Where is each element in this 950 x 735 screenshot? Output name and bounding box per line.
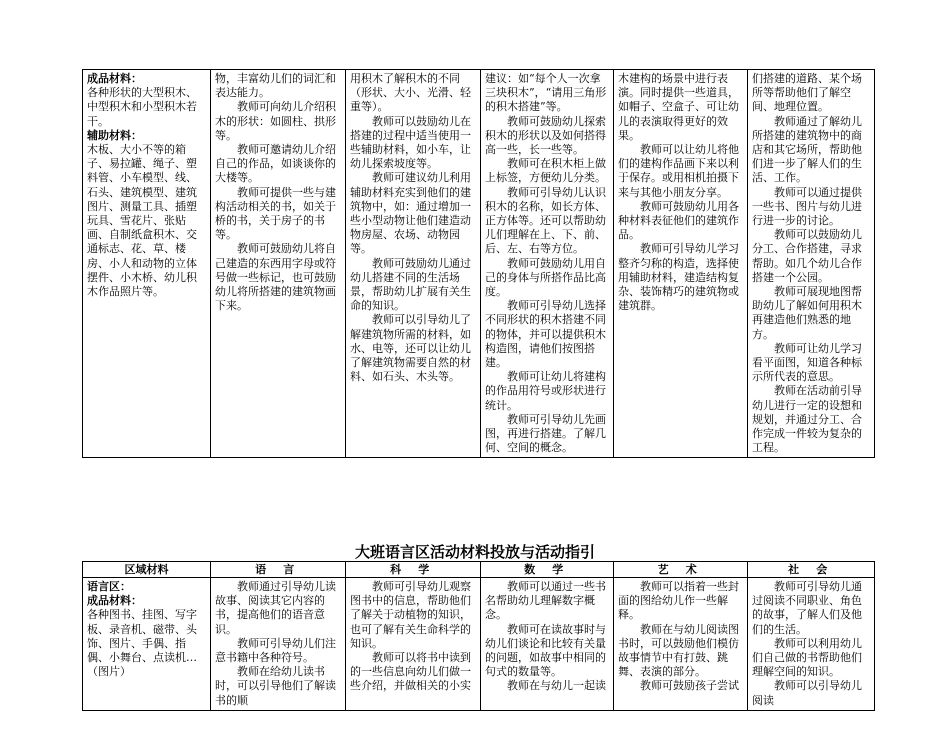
- paragraph: 教师可鼓励幼儿探索积木的形状以及如何搭得高一些，长一些等。: [485, 114, 606, 157]
- language-cell: [211, 70, 346, 458]
- paragraph: 教师可鼓励孩子尝试: [640, 679, 739, 693]
- paragraph: 教师可鼓励幼儿通过幼儿搭建不同的生活场景，帮助幼儿扩展有关生命的知识。: [350, 256, 471, 313]
- paragraph: 教师在与幼儿一起读: [507, 679, 606, 693]
- paragraph: 教师可在读故事时与幼儿们谈论和比较有关量的问题，如故事中相同的句式的数量等。: [485, 622, 606, 679]
- paragraph: 教师可以引导幼儿阅读: [752, 679, 862, 707]
- finished-materials-label: 成品材料：: [87, 72, 142, 85]
- paragraph: 教师在给幼儿读书时，可以引导他们了解读书的顺: [215, 665, 336, 707]
- auxiliary-materials-text: 木板、大小不等的箱子、易拉罐、绳子、塑料管、小车模型、线、石头、建筑模型、建筑图片、测量工具、插塑玩具、雪花片、张贴画、自制纸盒积木、交通标志、花、草、楼房、小人和动物的立体摆件、小木桥、幼儿积木作品照片等。: [87, 143, 197, 299]
- header-science: 科 学: [346, 562, 481, 578]
- paragraph: 教师可引导幼儿们注意书籍中各种符号。: [215, 636, 336, 665]
- paragraph: 教师可以将书中读到的一些信息向幼儿们做一些介绍，并做相关的小实: [350, 651, 471, 693]
- paragraph: 教师可邀请幼儿介绍自己的作品，如谈谈你的大楼等。: [215, 143, 336, 185]
- paragraph: 教师可提供一些与建构活动相关的书，如关于桥的书，关于房子的书等。: [215, 185, 336, 242]
- math-cell: [481, 578, 614, 711]
- paragraph: 物，丰富幼儿们的词汇和表达能力。: [215, 72, 336, 100]
- finished-materials-text: 各种形状的大型积木、中型积木和小型积木若干。: [87, 86, 197, 128]
- paragraph: 教师可引导幼儿选择不同形状的积木搭建不同的物体，并可以提供积木构造图，请他们按图搭建。: [485, 299, 606, 370]
- materials-cell: [83, 578, 211, 711]
- paragraph: 教师可展现地图帮助幼儿了解如何用积木再建造他们熟悉的地方。: [752, 285, 862, 341]
- science-cell: [346, 70, 481, 458]
- paragraph: 教师可以引导幼儿了解建筑物所需的材料，如水、电等，还可以让幼儿了解建筑物需要自然的材料、如石头、木头等。: [350, 313, 471, 384]
- section-title: 大班语言区活动材料投放与活动指引: [354, 543, 595, 561]
- paragraph: 建议：如“每个人一次拿三块积木”，“请用三角形的积木搭建”等。: [485, 72, 607, 114]
- paragraph: 教师可鼓励幼儿用自己的身体与所搭作品比高度。: [485, 256, 606, 299]
- paragraph: 教师通过引导幼儿读故事、阅读其它内容的书，提高他们的语音意识。: [215, 580, 336, 636]
- art-cell: [614, 578, 748, 711]
- paragraph: 教师可引导幼儿通过阅读不同职业、角色的故事，了解人们及他们的生活。: [752, 580, 862, 636]
- paragraph: 教师可以通过提供一些书、图片与幼儿进行进一步的讨论。: [752, 185, 862, 228]
- paragraph: 用积木了解积木的不同（形状、大小、光滑、轻重等）。: [350, 72, 471, 114]
- paragraph: 教师可以通过一些书名帮助幼儿理解数字概念。: [485, 580, 606, 622]
- header-art: 艺 术: [614, 562, 748, 578]
- materials-cell: [83, 70, 211, 458]
- finished-materials-label: 成品材料：: [87, 594, 142, 608]
- paragraph: 教师可以鼓励幼儿分工、合作搭建，寻求帮助。如几个幼儿合作搭建一个公园。: [752, 228, 862, 284]
- paragraph: 教师可以鼓励幼儿在搭建的过程中适当使用一些辅助材料，如小车，让幼儿探索坡度等。: [350, 114, 471, 171]
- header-language: 语 言: [211, 562, 346, 578]
- header-math: 数 学: [481, 562, 614, 578]
- paragraph: 教师可让幼儿学习看平面图，知道各种标示所代表的意思。: [752, 341, 862, 384]
- paragraph: 教师可引导幼儿观察图书中的信息，帮助他们了解关于动植物的知识，也可了解有关生命科学的知识。: [350, 580, 471, 650]
- paragraph: 教师可以让幼儿将他们的建构作品画下来以利于保存。或用相机拍摄下来与其他小朋友分享。: [618, 143, 739, 199]
- paragraph: 教师可建议幼儿利用辅助材料充实到他们的建筑物中，如：通过增加一些小型动物让他们建造动物房屋、农场、动物园等。: [350, 171, 471, 256]
- paragraph: 教师可引导幼儿认识积木的名称，如长方体、正方体等。还可以帮助幼儿们理解在上、下、前、后、左、右等方位。: [485, 185, 606, 256]
- paragraph: 教师可向幼儿介绍积木的形状：如圆柱、拱形等。: [215, 100, 336, 142]
- area-label: 语言区：: [87, 580, 131, 593]
- paragraph: 木建构的场景中进行表演。同时提供一些道具，如帽子、空盒子、可让幼儿的表演取得更好的效果。: [618, 72, 739, 142]
- auxiliary-materials-label: 辅助材料：: [87, 128, 142, 142]
- paragraph: 教师可在积木柜上做上标签，方便幼儿分类。: [485, 157, 606, 185]
- social-cell: [748, 578, 875, 711]
- paragraph: 教师可鼓励幼儿将自己建造的东西用字母或符号做一些标记，也可鼓励幼儿将所搭建的建筑物画下来。: [215, 242, 336, 313]
- top-guidance-table: [82, 69, 875, 458]
- science-cell: [346, 578, 481, 711]
- paragraph: 教师可以利用幼儿们自己做的书帮助他们理解空间的知识。: [752, 636, 862, 679]
- math-cell: [481, 70, 614, 458]
- paragraph: 教师通过了解幼儿所搭建的建筑物中的商店和其它场所，帮助他们进一步了解人们的生活、工作。: [752, 114, 862, 185]
- social-cell: [748, 70, 875, 458]
- header-social: 社 会: [748, 562, 875, 578]
- paragraph: 教师可以指着一些封面的图给幼儿作一些解释。: [618, 580, 739, 622]
- paragraph: 教师可引导幼儿先画图，再进行搭建。了解几何、空间的概念。: [485, 412, 606, 455]
- language-cell: [211, 578, 346, 711]
- language-area-table: [82, 561, 875, 711]
- paragraph: 教师可鼓励幼儿用各种材料表征他们的建筑作品。: [618, 199, 739, 242]
- finished-materials-text: 各种图书、挂图、写字板、录音机、磁带、头饰、图片、手偶、指偶、小舞台、点读机…（图片）: [87, 608, 197, 679]
- paragraph: 教师可引导幼儿学习整齐匀称的构造，选择使用辅助材料，建造结构复杂、装饰精巧的建筑物或建筑群。: [618, 242, 739, 313]
- paragraph: 教师在与幼儿阅读图书时，可以鼓励他们模仿故事情节中有打鼓、跳舞、表演的部分。: [618, 622, 739, 679]
- header-materials: 区域材料: [83, 562, 211, 578]
- art-cell: [614, 70, 748, 458]
- paragraph: 教师在活动前引导幼儿进行一定的设想和规划，并通过分工、合作完成一件较为复杂的工程。: [752, 384, 862, 455]
- paragraph: 们搭建的道路、某个场所等帮助他们了解空间、地理位置。: [752, 72, 862, 114]
- paragraph: 教师可让幼儿将建构的作品用符号或形状进行统计。: [485, 370, 606, 412]
